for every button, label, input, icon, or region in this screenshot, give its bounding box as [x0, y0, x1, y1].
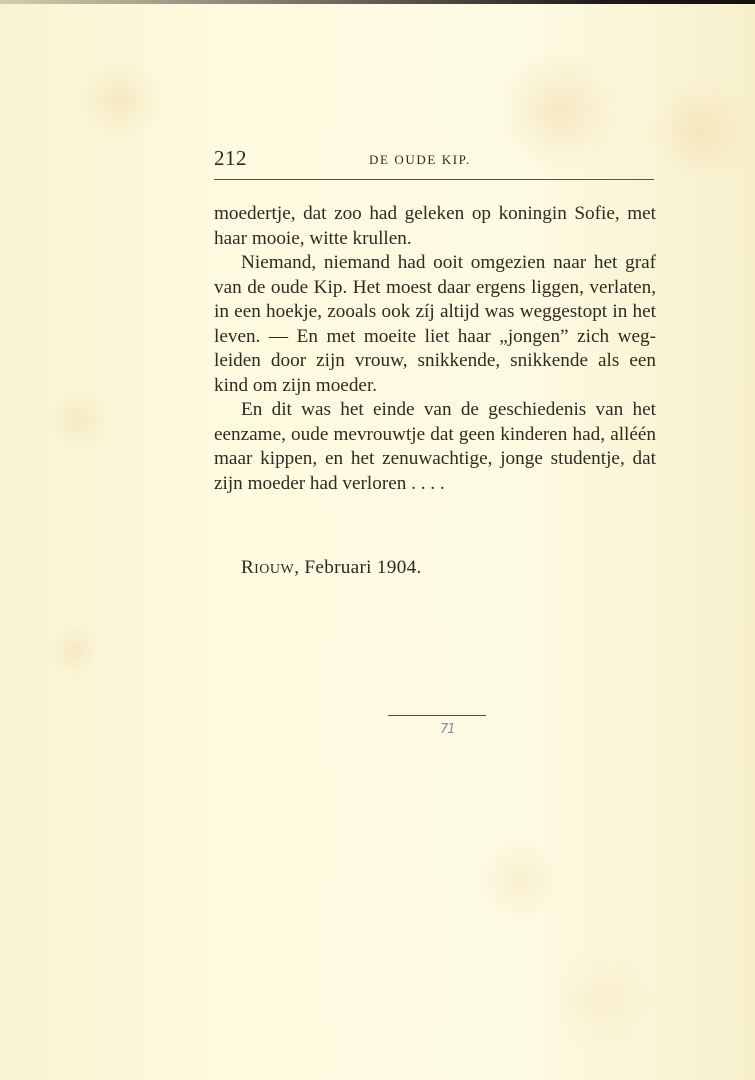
dateline: [241, 557, 422, 579]
body-text: [214, 202, 656, 496]
header-rule: [214, 179, 654, 180]
page-number: 212: [214, 146, 247, 170]
pencil-annotation: 71: [440, 722, 455, 737]
page-top-edge-shadow: [0, 0, 755, 4]
dateline-date: , Februari 1904.: [294, 557, 422, 578]
dateline-place-initial: R: [241, 557, 255, 578]
end-rule: [388, 715, 486, 716]
paragraph-3: En dit was het einde van de geschiedenis van het eenzame, oude mevrouwtje dat geen kinderen had, alléén maar kippen, en het zenuwachtige, jonge studentje, dat zijn moeder had verloren . . . .: [214, 399, 656, 494]
running-title: DE OUDE KIP.: [369, 152, 471, 167]
paragraph-2: Niemand, niemand had ooit omgezien naar het graf van de oude Kip. Het moest daar ergens liggen, verlaten, in een hoekje, zooals ook zíj altijd was weggestopt in het leven. — En met moeite liet haar „jongen” zich wegleiden door zijn vrouw, snikkende, snikkende als een kind om zijn moeder.: [214, 252, 656, 396]
page-header: [214, 146, 654, 176]
paragraph-1: moedertje, dat zoo had geleken op koningin Sofie, met haar mooie, witte krullen.: [214, 203, 656, 249]
dateline-place-rest: IOUW: [254, 562, 295, 577]
